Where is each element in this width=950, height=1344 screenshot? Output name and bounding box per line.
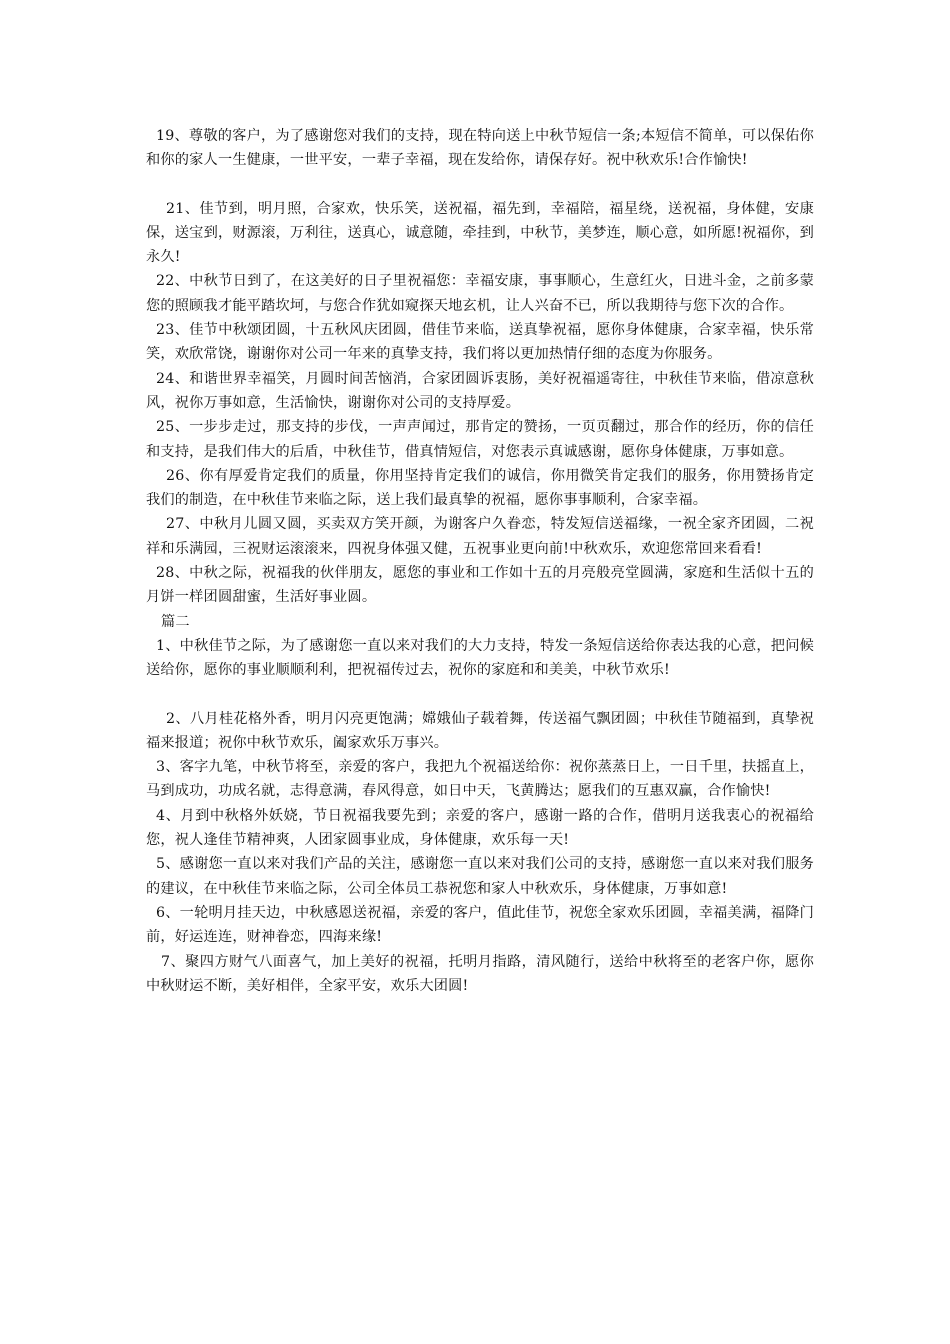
section-paragraph-7: 7、聚四方财气八面喜气，加上美好的祝福，托明月指路，清风随行，送给中秋将至的老客户你，愿你中秋财运不断，美好相伴，全家平安，欢乐大团圆!: [146, 953, 814, 994]
paragraph-28: 28、中秋之际，祝福我的伙伴朋友，愿您的事业和工作如十五的月亮般亮堂圆满，家庭和生活似十五的月饼一样团圆甜蜜，生活好事业圆。: [146, 565, 814, 606]
section-paragraph-4: 4、月到中秋格外妖娆，节日祝福我要先到；亲爱的客户，感谢一路的合作，借明月送我衷心的祝福给您，祝人逢佳节精神爽，人团家圆事业成，身体健康，欢乐每一天!: [146, 807, 814, 849]
paragraph-27: 27、中秋月儿圆又圆，买卖双方笑开颜，为谢客户久眷恋，特发短信送福缘，一祝全家齐团圆，二祝祥和乐满园，三祝财运滚滚来，四祝身体强又健，五祝事业更向前!中秋欢乐，欢迎您常回来看看!: [146, 516, 814, 557]
paragraph-25: 25、一步步走过，那支持的步伐，一声声闻过，那肯定的赞扬，一页页翻过，那合作的经历，你的信任和支持，是我们伟大的后盾，中秋佳节，借真情短信，对您表示真诚感谢，愿你身体健康，万事如意。: [146, 419, 814, 460]
paragraph-21: 21、佳节到，明月照，合家欢，快乐笑，送祝福，福先到，幸福陪，福星绕，送祝福，身体健，安康保，送宝到，财源滚，万利往，送真心，诚意随，牵挂到，中秋节，美梦连，顺心意，如所愿!祝福你，到永久!: [146, 200, 814, 266]
document-body: [146, 124, 814, 998]
section-paragraph-2: 2、八月桂花格外香，明月闪亮更饱满；嫦娥仙子载着舞，传送福气飘团圆；中秋佳节随福到，真挚祝福来报道；祝你中秋节欢乐，阖家欢乐万事兴。: [146, 710, 814, 751]
paragraph-19: 19、尊敬的客户，为了感谢您对我们的支持，现在特向送上中秋节短信一条;本短信不简单，可以保佑你和你的家人一生健康，一世平安，一辈子幸福，现在发给你，请保存好。祝中秋欢乐!合作愉快!: [146, 128, 814, 169]
paragraph-24: 24、和谐世界幸福笑，月圆时间苦恼消，合家团圆诉衷肠，美好祝福遥寄往，中秋佳节来临，借凉意秋风，祝你万事如意，生活愉快，谢谢你对公司的支持厚爱。: [146, 370, 814, 411]
paragraph-22: 22、中秋节日到了，在这美好的日子里祝福您：幸福安康，事事顺心，生意红火，日进斗金，之前多蒙您的照顾我才能平踏坎坷，与您合作犹如窥探天地玄机，让人兴奋不已，所以我期待与您下次的合作。: [146, 273, 814, 314]
section-paragraph-6: 6、一轮明月挂天边，中秋感恩送祝福，亲爱的客户，值此佳节，祝您全家欢乐团圆，幸福美满，福降门前，好运连连，财神眷恋，四海来缘!: [146, 904, 814, 946]
section-paragraph-3: 3、客字九笔，中秋节将至，亲爱的客户，我把九个祝福送给你：祝你蒸蒸日上，一日千里，扶摇直上，马到成功，功成名就，志得意满，春风得意，如日中天，飞黄腾达；愿我们的互惠双赢，合作愉快!: [146, 759, 814, 800]
section-paragraph-1: 1、中秋佳节之际，为了感谢您一直以来对我们的大力支持，特发一条短信送给你表达我的心意，把问候送给你，愿你的事业顺顺利利，把祝福传过去，祝你的家庭和和美美，中秋节欢乐!: [146, 637, 814, 679]
section-title: 篇二: [161, 613, 190, 630]
paragraph-26: 26、你有厚爱肯定我们的质量，你用坚持肯定我们的诚信，你用微笑肯定我们的服务，你用赞扬肯定我们的制造，在中秋佳节来临之际，送上我们最真挚的祝福，愿你事事顺利，合家幸福。: [146, 467, 814, 509]
paragraph-23: 23、佳节中秋颂团圆，十五秋风庆团圆，借佳节来临，送真挚祝福，愿你身体健康，合家幸福，快乐常笑，欢欣常饶，谢谢你对公司一年来的真挚支持，我们将以更加热情仔细的态度为你服务。: [146, 322, 814, 363]
section-paragraph-5: 5、感谢您一直以来对我们产品的关注，感谢您一直以来对我们公司的支持，感谢您一直以来对我们服务的建议，在中秋佳节来临之际，公司全体员工恭祝您和家人中秋欢乐，身体健康，万事如意!: [146, 856, 814, 897]
